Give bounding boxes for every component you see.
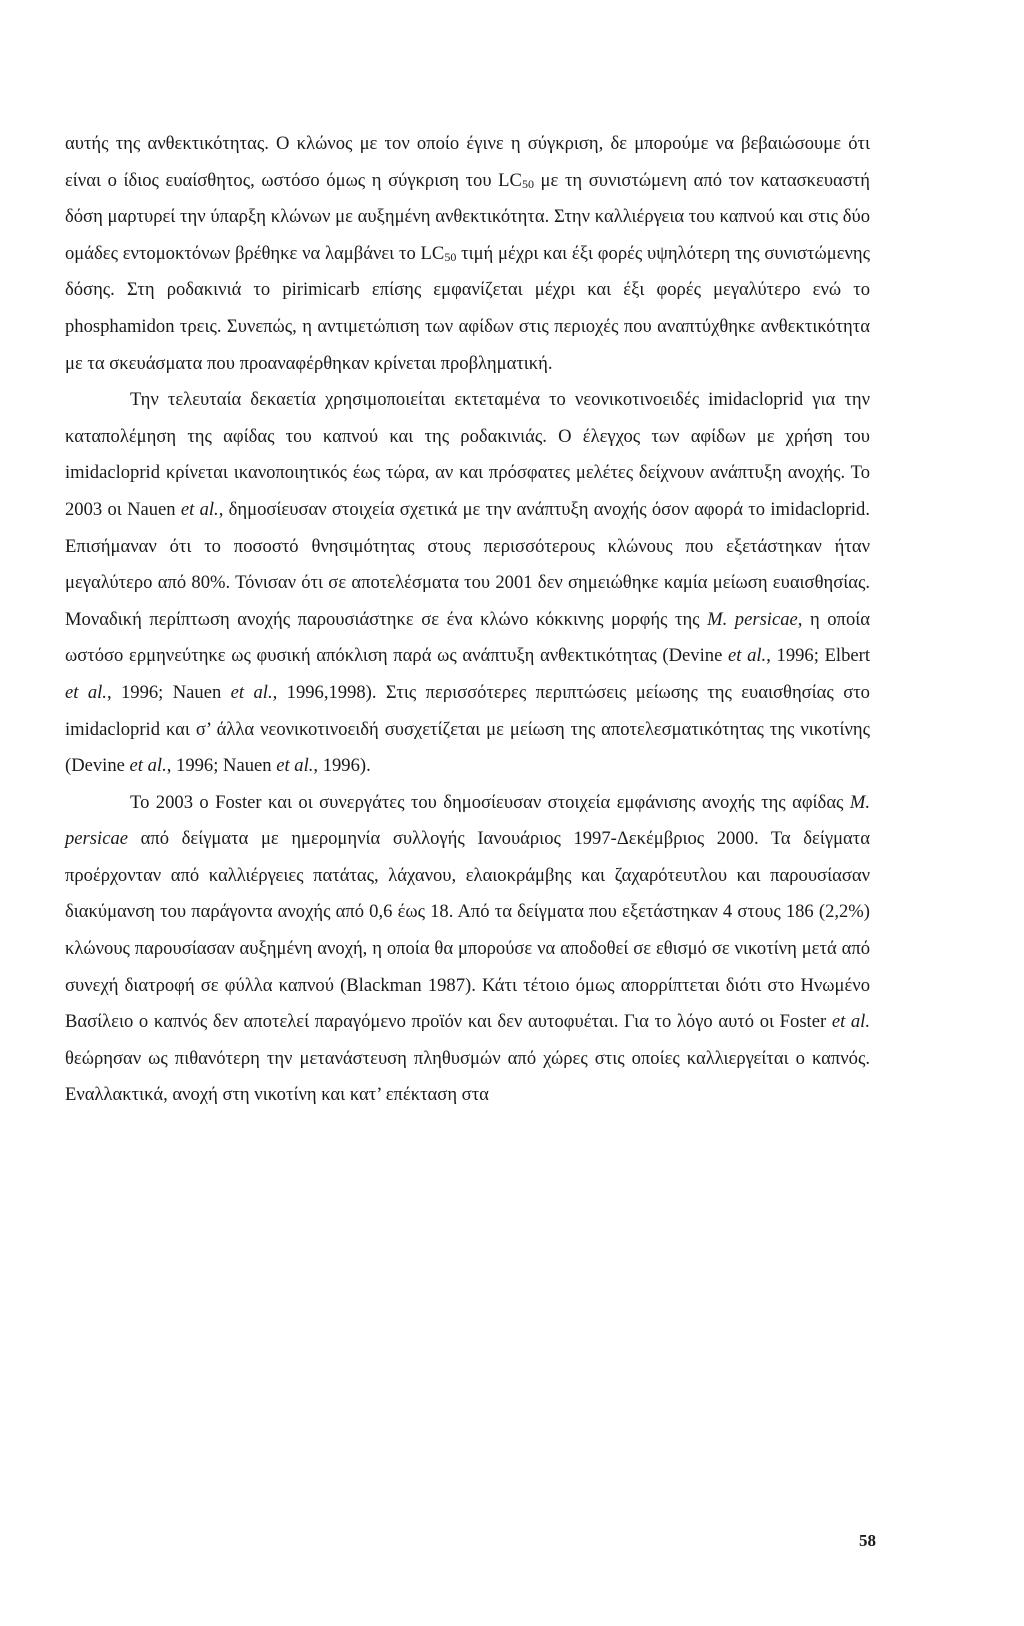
paragraph	[65, 382, 870, 785]
text-run: , η οποία ωστόσο ερμηνεύτηκε ως φυσική απόκλιση παρά ως ανάπτυξη ανθεκτικότητας (Devine	[65, 608, 870, 667]
text-run: τιμή μέχρι και έξι φορές υψηλότερη της συνιστώμενης δόσης. Στη ροδακινιά το pirimicarb επίσης εμφανίζεται μέχρι και έξι φορές μεγαλύτερο ενώ το phosphamidon τρεις. Συνεπώς, η αντιμετώπιση των αφίδων στις περιοχές που αναπτύχθηκε ανθεκτικότητα με τα σκευάσματα που προαναφέρθηκαν κρίνεται προβληματική.	[65, 242, 871, 374]
text-run: αυτής της ανθεκτικότητας. Ο κλώνος με τον οποίο έγινε η σύγκριση, δε μπορούμε να βεβαιώσουμε ότι είναι ο ίδιος ευαίσθητος, ωστόσο όμως η σύγκριση του LC	[65, 133, 870, 191]
paragraph	[65, 785, 870, 1114]
italic-run: et al.	[65, 681, 107, 703]
subscript-run: 50	[521, 176, 534, 191]
document-body	[65, 126, 870, 1114]
italic-run: et al.	[180, 498, 219, 520]
italic-run: et al.	[230, 681, 273, 703]
page-number: 58	[859, 1531, 876, 1550]
subscript-run: 50	[444, 249, 457, 264]
italic-run: et al.	[831, 1011, 870, 1033]
paragraph	[65, 126, 870, 382]
text-run: Το 2003 ο Foster και οι συνεργάτες του δημοσίευσαν στοιχεία εμφάνισης ανοχής της αφίδας	[130, 791, 850, 813]
text-run: , 1996; Elbert	[766, 645, 870, 667]
italic-run: et al.	[728, 645, 767, 667]
italic-run: et al.	[276, 755, 314, 777]
text-run: , δημοσίευσαν στοιχεία σχετικά με την ανάπτυξη ανοχής όσον αφορά το imidacloprid. Επισήμαναν ότι το ποσοστό θνησιμότητας στους περισσότερους κλώνους που εξετάστηκαν ήταν μεγαλύτερο από 80%. Τόνισαν ότι σε αποτελέσματα του 2001 δεν σημειώθηκε καμία μείωση ευαισθησίας. Μοναδική περίπτωση ανοχής παρουσιάστηκε σε ένα κλώνο κόκκινης μορφής της	[65, 498, 870, 630]
italic-run: et al.	[129, 755, 167, 777]
italic-run: M. persicae	[65, 791, 870, 850]
text-run: με τη συνιστώμενη από τον κατασκευαστή δόση μαρτυρεί την ύπαρξη κλώνων με αυξημένη ανθεκτικότητα. Στην καλλιέργεια του καπνού και στις δύο ομάδες εντομοκτόνων βρέθηκε να λαμβάνει το LC	[65, 169, 871, 264]
text-run: Την τελευταία δεκαετία χρησιμοποιείται εκτεταμένα το νεονικοτινοειδές imidacloprid για την καταπολέμηση της αφίδας του καπνού και της ροδακινιάς. Ο έλεγχος των αφίδων με χρήση του imidacloprid κρίνεται ικανοποιητικός έως τώρα, αν και πρόσφατες μελέτες δείχνουν ανάπτυξη ανοχής. Το 2003 οι Nauen	[65, 389, 870, 520]
italic-run: M. persicae	[707, 608, 798, 630]
text-run: , 1996,1998). Στις περισσότερες περιπτώσεις μείωσης της ευαισθησίας στο imidacloprid και σ’ άλλα νεονικοτινοειδή συσχετίζεται με μείωση της αποτελεσματικότητας της νικοτίνης (Devine	[65, 681, 870, 777]
text-run: από δείγματα με ημερομηνία συλλογής Ιανουάριος 1997-Δεκέμβριος 2000. Τα δείγματα προέρχονταν από καλλιέργειες πατάτας, λάχανου, ελαιοκράμβης και ζαχαρότευτλου και παρουσίασαν διακύμανση του παράγοντα ανοχής από 0,6 έως 18. Από τα δείγματα που εξετάστηκαν 4 στους 186 (2,2%) κλώνους παρουσίασαν αυξημένη ανοχή, η οποία θα μπορούσε να αποδοθεί σε εθισμό σε νικοτίνη μετά από συνεχή διατροφή σε φύλλα καπνού (Blackman 1987). Κάτι τέτοιο όμως απορρίπτεται διότι στο Ηνωμένο Βασίλειο ο καπνός δεν αποτελεί παραγόμενο προϊόν και δεν αυτοφυέται. Για το λόγο αυτό οι Foster	[65, 828, 870, 1033]
text-run: , 1996; Nauen	[166, 755, 277, 777]
text-run: , 1996; Nauen	[106, 681, 231, 703]
text-run: , 1996).	[313, 755, 371, 777]
text-run: θεώρησαν ως πιθανότερη την μετανάστευση πληθυσμών από χώρες στις οποίες καλλιεργείται ο καπνός. Εναλλακτικά, ανοχή στη νικοτίνη και κατ’ επέκταση στα	[65, 1047, 870, 1106]
